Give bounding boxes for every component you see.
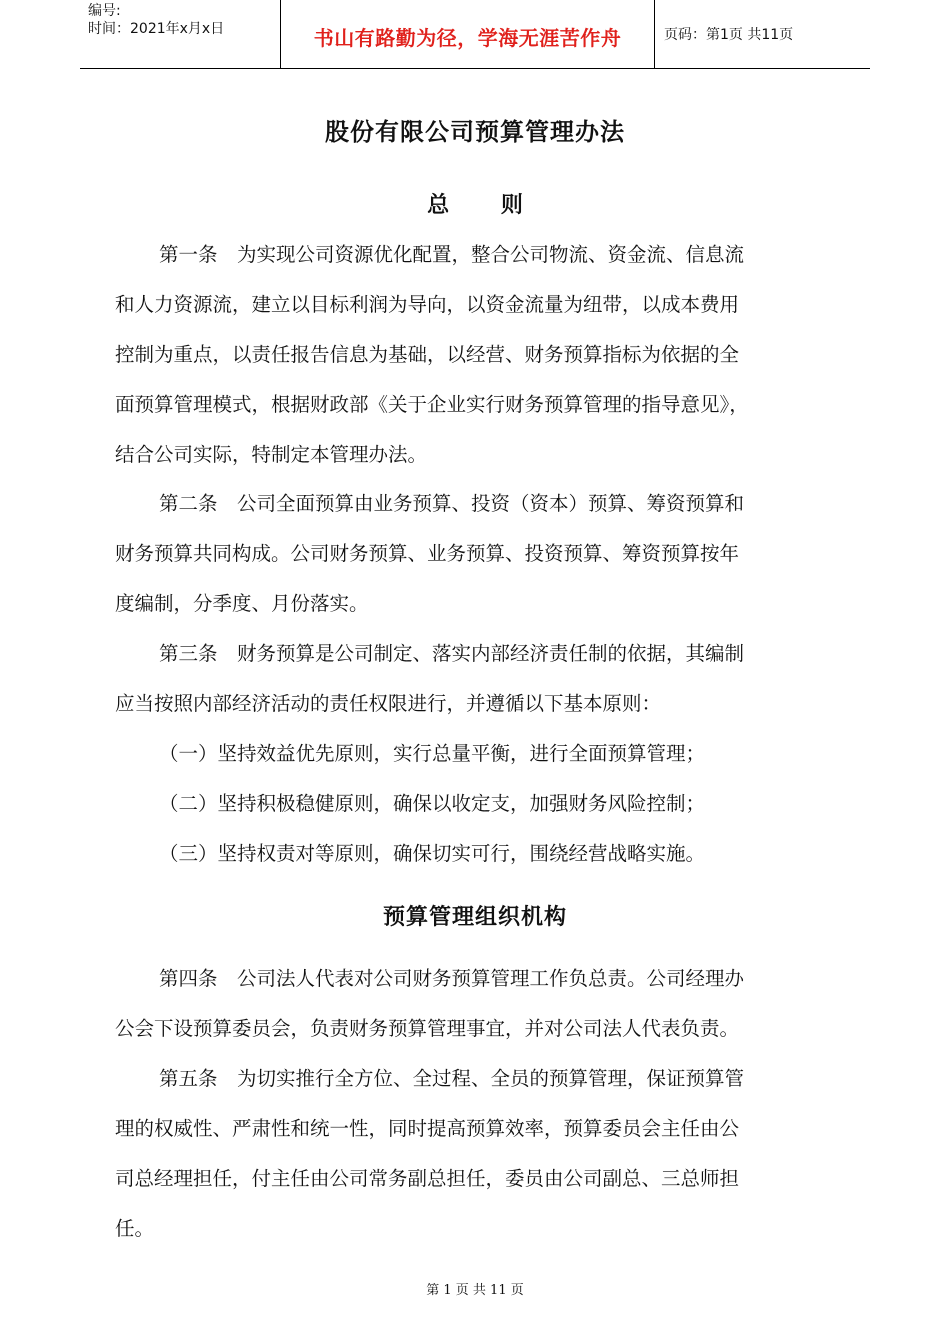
- article-5: [115, 1054, 855, 1254]
- text-line: 第三条 财务预算是公司制定、落实内部经济责任制的依据，其编制: [159, 642, 745, 665]
- text-line: 控制为重点，以责任报告信息为基础，以经营、财务预算指标为依据的全: [115, 343, 740, 366]
- document-title: 股份有限公司预算管理办法: [325, 118, 625, 146]
- text-line: 第四条 公司法人代表对公司财务预算管理工作负总责。公司经理办: [159, 967, 745, 990]
- text-line: 第一条 为实现公司资源优化配置，整合公司物流、资金流、信息流: [159, 243, 745, 266]
- text-line: 度编制，分季度、月份落实。: [115, 592, 369, 615]
- text-line: 司总经理担任，付主任由公司常务副总担任，委员由公司副总、三总师担: [115, 1167, 740, 1190]
- text-line: 公会下设预算委员会，负责财务预算管理事宜，并对公司法人代表负责。: [115, 1017, 740, 1040]
- page-footer: 第 1 页 共 11 页: [426, 1283, 524, 1298]
- article-1: [115, 230, 855, 480]
- text-line: 结合公司实际，特制定本管理办法。: [115, 443, 428, 466]
- text-line: 任。: [115, 1217, 155, 1240]
- principles-list: [115, 729, 855, 879]
- header-divider: [654, 0, 655, 68]
- list-item: （一）坚持效益优先原则，实行总量平衡，进行全面预算管理；: [159, 742, 706, 765]
- article-3: [115, 629, 855, 729]
- text-line: 和人力资源流，建立以目标利润为导向，以资金流量为纽带，以成本费用: [115, 293, 740, 316]
- list-item: （三）坚持权责对等原则，确保切实可行，围绕经营战略实施。: [159, 842, 706, 865]
- text-line: 应当按照内部经济活动的责任权限进行，并遵循以下基本原则：: [115, 692, 662, 715]
- article-2: [115, 479, 855, 629]
- article-4: [115, 954, 855, 1054]
- time-label: 时间：2021年x月x日: [88, 21, 225, 37]
- header-motto: 书山有路勤为径，学海无涯苦作舟: [313, 26, 622, 50]
- text-line: 理的权威性、严肃性和统一性，同时提高预算效率，预算委员会主任由公: [115, 1117, 740, 1140]
- section-title-organization: 预算管理组织机构: [382, 905, 567, 930]
- text-line: 面预算管理模式，根据财政部《关于企业实行财务预算管理的指导意见》，: [115, 393, 749, 416]
- list-item: （二）坚持积极稳健原则，确保以收定支，加强财务风险控制；: [159, 792, 706, 815]
- serial-number-label: 编号:: [88, 3, 121, 19]
- page-header: [80, 0, 870, 69]
- header-meta: [88, 2, 224, 38]
- text-line: 第五条 为切实推行全方位、全过程、全员的预算管理，保证预算管: [159, 1067, 745, 1090]
- text-line: 财务预算共同构成。公司财务预算、业务预算、投资预算、筹资预算按年: [115, 542, 740, 565]
- header-page-info: 页码：第1页 共11页: [664, 27, 794, 43]
- text-line: 第二条 公司全面预算由业务预算、投资（资本）预算、筹资预算和: [159, 492, 745, 515]
- section-title-general: 总 则: [427, 193, 545, 218]
